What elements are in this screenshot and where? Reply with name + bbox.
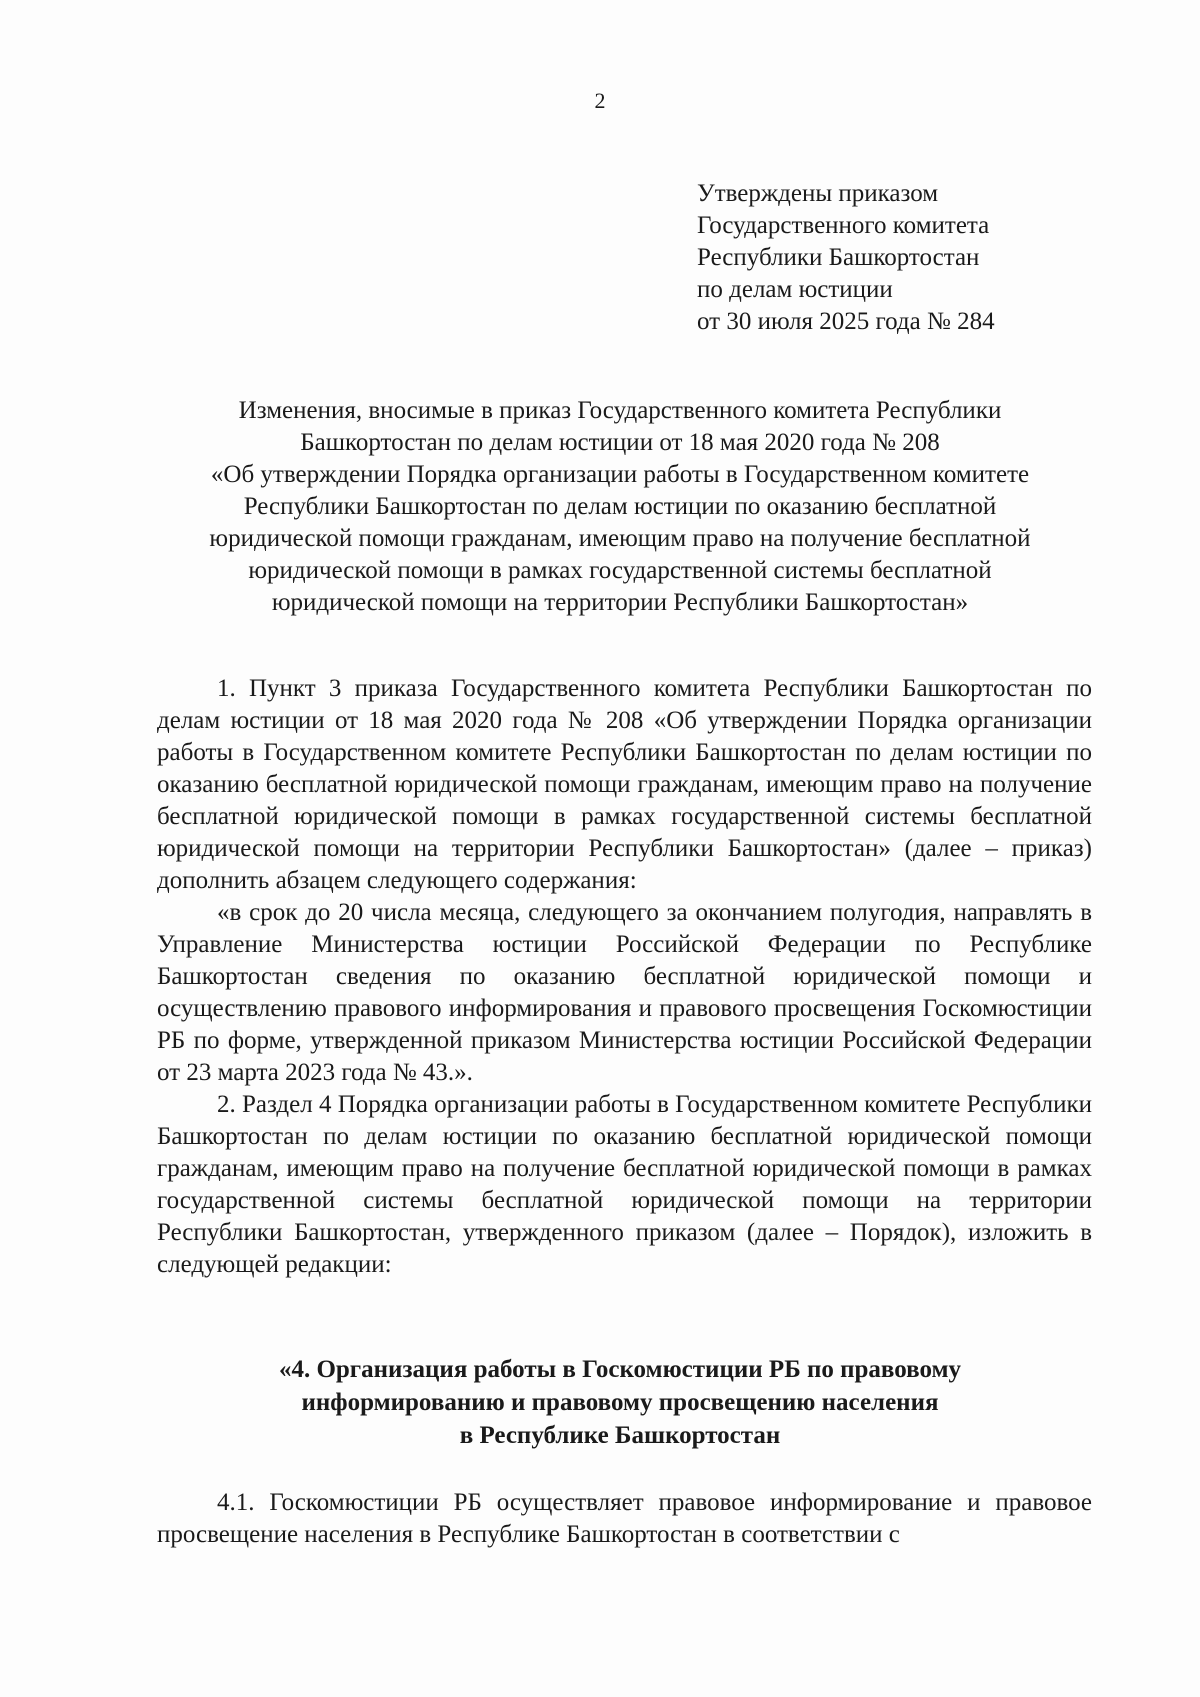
approval-stamp-block bbox=[697, 178, 995, 338]
document-title bbox=[160, 395, 1080, 619]
approval-line: от 30 июля 2025 года № 284 bbox=[697, 308, 995, 335]
title-line: юридической помощи на территории Республики Башкортостан» bbox=[271, 589, 969, 616]
heading-line: «4. Организация работы в Госкомюстиции РБ по правовому bbox=[278, 1356, 962, 1383]
document-body bbox=[157, 673, 1092, 1281]
title-line: юридической помощи гражданам, имеющим право на получение бесплатной bbox=[209, 525, 1031, 552]
title-line: Изменения, вносимые в приказ Государственного комитета Республики bbox=[238, 397, 1002, 424]
page-number: 2 bbox=[594, 88, 606, 113]
approval-line: по делам юстиции bbox=[697, 276, 893, 303]
section-heading bbox=[160, 1353, 1080, 1452]
body-paragraph-2: «в срок до 20 числа месяца, следующего за окончанием полугодия, направлять в Управление Министерства юстиции Российской Федерации по Республике Башкортостан сведения по оказанию бесплатной юридической помощи и осуществлению правового информирования и правового просвещения Госкомюстиции РБ по форме, утвержденной приказом Министерства юстиции Российской Федерации от 23 марта 2023 года № 43.». bbox=[157, 899, 1092, 1086]
heading-line: информированию и правовому просвещению населения bbox=[301, 1389, 939, 1416]
title-line: Республики Башкортостан по делам юстиции по оказанию бесплатной bbox=[243, 493, 997, 520]
title-line: юридической помощи в рамках государственной системы бесплатной bbox=[248, 557, 992, 584]
approval-line: Республики Башкортостан bbox=[697, 244, 980, 271]
title-line: «Об утверждении Порядка организации работы в Государственном комитете bbox=[210, 461, 1030, 488]
heading-line: в Республике Башкортостан bbox=[459, 1422, 781, 1449]
section-body bbox=[157, 1487, 1092, 1551]
approval-line: Государственного комитета bbox=[697, 212, 990, 239]
title-line: Башкортостан по делам юстиции от 18 мая 2020 года № 208 bbox=[300, 429, 940, 456]
approval-line: Утверждены приказом bbox=[697, 180, 939, 207]
body-paragraph-1: 1. Пункт 3 приказа Государственного комитета Республики Башкортостан по делам юстиции от 18 мая 2020 года № 208 «Об утверждении Порядка организации работы в Государственном комитете Республики Башкортостан по делам юстиции по оказанию бесплатной юридической помощи гражданам, имеющим право на получение бесплатной юридической помощи в рамках государственной системы бесплатной юридической помощи на территории Республики Башкортостан» (далее – приказ) дополнить абзацем следующего содержания: bbox=[157, 675, 1092, 894]
section-paragraph-1: 4.1. Госкомюстиции РБ осуществляет правовое информирование и правовое просвещение населения в Республике Башкортостан в соответствии с bbox=[157, 1489, 1092, 1548]
body-paragraph-3: 2. Раздел 4 Порядка организации работы в Государственном комитете Республики Башкортостан по делам юстиции по оказанию бесплатной юридической помощи гражданам, имеющим право на получение бесплатной юридической помощи в рамках государственной системы бесплатной юридической помощи на территории Республики Башкортостан, утвержденного приказом (далее – Порядок), изложить в следующей редакции: bbox=[157, 1091, 1092, 1278]
